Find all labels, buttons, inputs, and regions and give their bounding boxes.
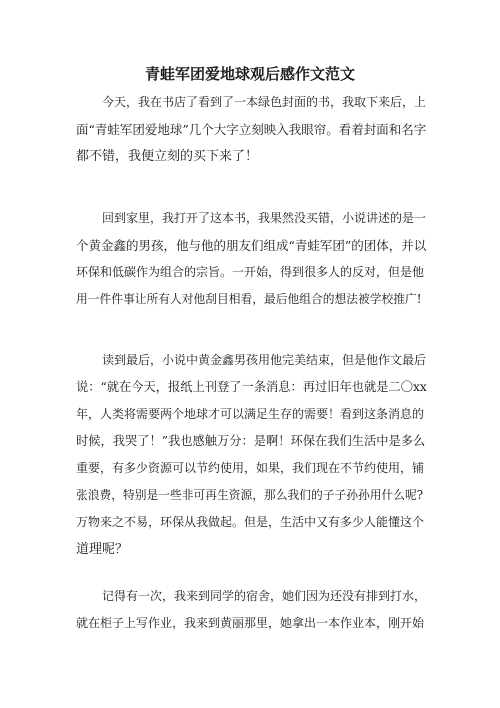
paragraph-line: 环保和低碳作为组合的宗旨。一开始，得到很多人的反对，但是他 [76, 265, 425, 279]
paragraph-line: 张浪费，特别是一些非可再生资源，那么我们的子子孙孙用什么呢? [76, 488, 424, 502]
paragraph-line: 面“青蛙军团爱地球”几个大字立刻映入我眼帘。看着封面和名字 [76, 122, 427, 137]
paragraph-line: 记得有一次，我来到同学的宿舍，她们因为还没有排到打水， [102, 589, 427, 603]
paragraph-line: 道理呢？ [76, 542, 129, 557]
paragraph-line: 用一件件事让所有人对他刮目相看，最后他组合的想法被学校推广! [76, 292, 422, 306]
paragraph-1 [76, 89, 428, 170]
document-title: 青蛙军团爱地球观后感作文范文 [144, 65, 355, 83]
paragraph-2 [76, 205, 428, 313]
paragraph-line: 时候，我哭了！”我也感触万分：是啊！环保在我们生活中是多么 [76, 434, 426, 448]
paragraph-line: 个黄金鑫的男孩，他与他的朋友们组成“青蛙军团”的团体，并以 [76, 238, 427, 253]
paragraph-line: 都不错，我便立刻的买下来了！ [76, 149, 259, 164]
paragraph-line: 重要，有多少资源可以节约使用，如果，我们现在不节约使用，铺 [76, 461, 425, 475]
paragraph-line: 说：“就在今天，报纸上刊登了一条消息：再过旧年也就是二〇xx [76, 380, 427, 394]
paragraph-line: 读到最后，小说中黄金鑫男孩用他完美结束，但是他作文最后 [102, 353, 427, 367]
paragraph-3 [76, 347, 428, 563]
paragraph-line: 年，人类将需要两个地球才可以满足生存的需要！看到这条消息的 [76, 407, 425, 421]
paragraph-4 [76, 583, 428, 637]
paragraph-line: 回到家里，我打开了这本书，我果然没买错，小说讲述的是一 [102, 211, 427, 225]
paragraph-line: 今天，我在书店了看到了一本绿色封面的书，我取下来后，上 [102, 95, 427, 109]
paragraph-line: 万物来之不易，环保从我做起。但是，生活中又有多少人能懂这个 [76, 515, 425, 529]
paragraph-line: 就在柜子上写作业，我来到黄丽那里，她拿出一本作业本，刚开始 [76, 616, 425, 630]
